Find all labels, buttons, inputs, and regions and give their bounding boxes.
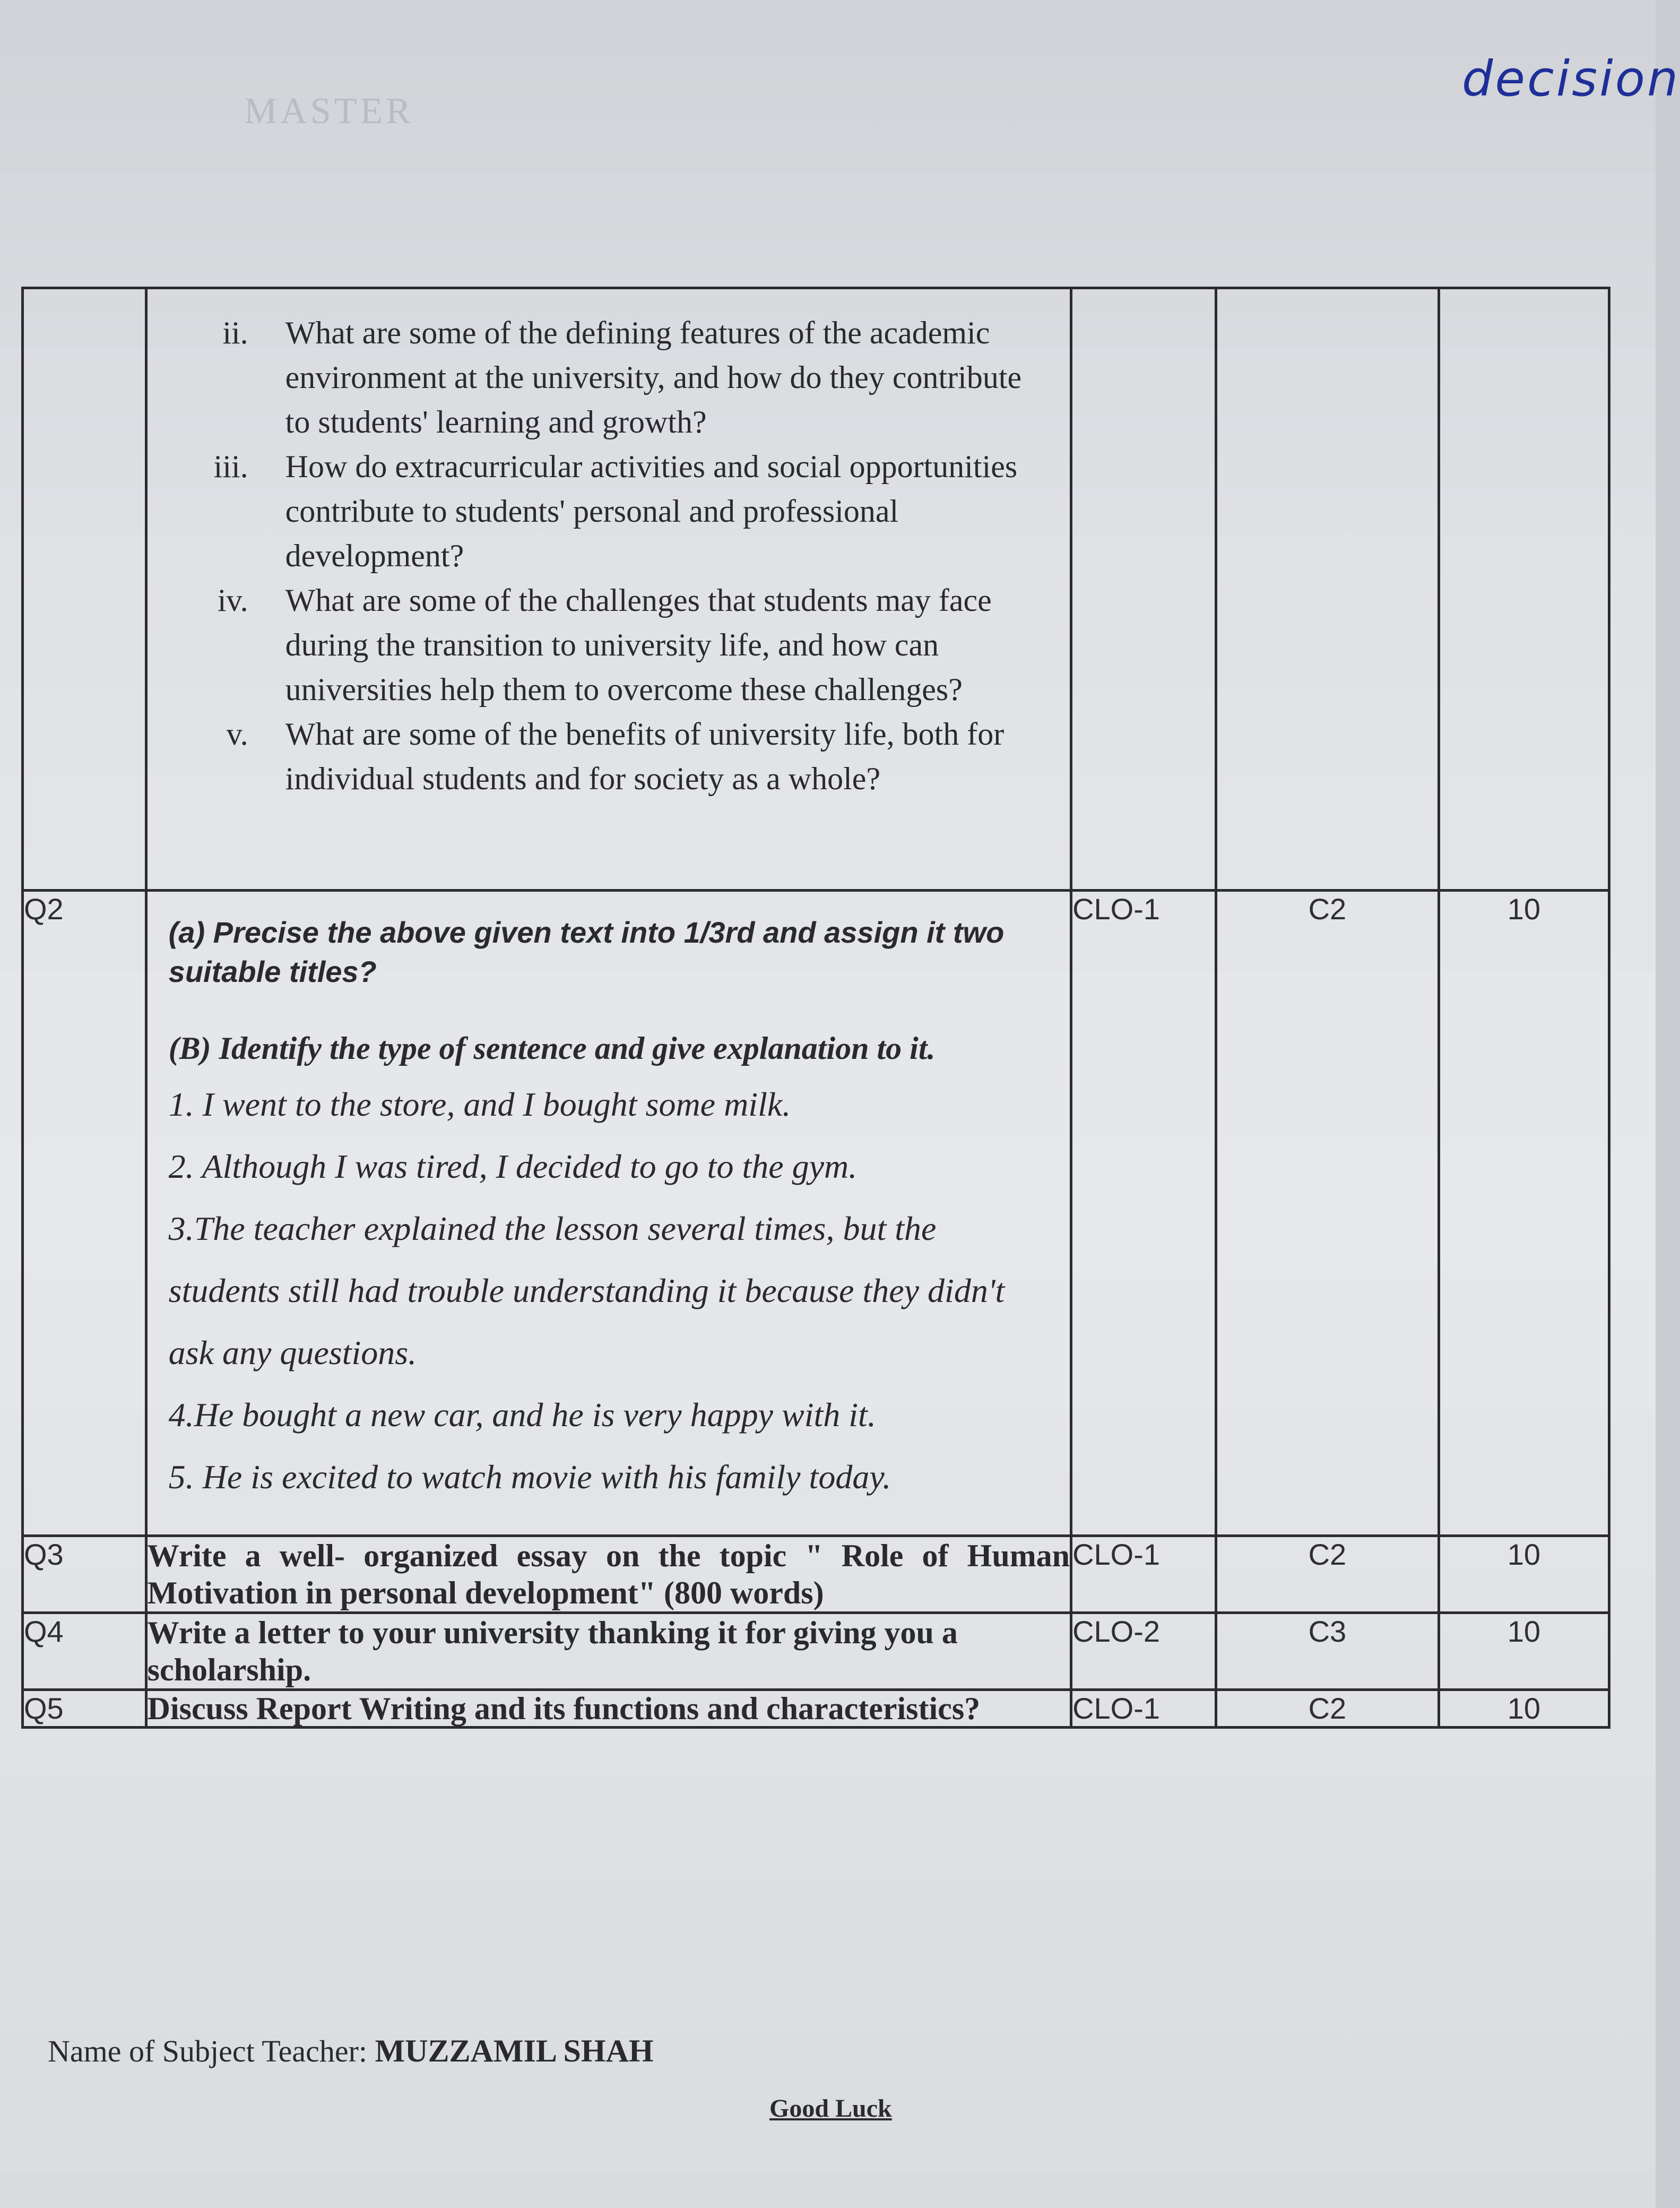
teacher-label: Name of Subject Teacher: [48, 2034, 368, 2068]
q1-subquestions-cell [146, 288, 1071, 891]
q5-clo: CLO-1 [1071, 1690, 1216, 1728]
q3-level: C2 [1216, 1536, 1439, 1613]
q2-row [23, 891, 1609, 1536]
q4-clo: CLO-2 [1071, 1613, 1216, 1690]
q5-row [23, 1690, 1609, 1728]
list-item: 5. He is excited to watch movie with his family today. [168, 1458, 891, 1496]
q4-number: Q4 [23, 1613, 146, 1690]
q3-row [23, 1536, 1609, 1613]
q2-clo: CLO-1 [1071, 891, 1216, 1536]
q5-number: Q5 [23, 1690, 146, 1728]
clo-cell [1071, 288, 1216, 891]
list-item: 3.The teacher explained the lesson several times, but the students still had trouble understanding it because they didn't ask any questions. [168, 1210, 1005, 1372]
q2-marks: 10 [1439, 891, 1609, 1536]
q5-level: C2 [1216, 1690, 1439, 1728]
q2-part-a: (a) Precise the above given text into 1/3rd and assign it two suitable titles? [168, 916, 1004, 988]
q4-row [23, 1613, 1609, 1690]
q2-sentence-list [148, 1068, 1070, 1534]
teacher-name: MUZZAMIL SHAH [375, 2033, 654, 2068]
list-item: iii. How do extracurricular activities and social opportunities contribute to students' personal and professional development? [213, 449, 1018, 573]
question-number-cell [23, 288, 146, 891]
marks-cell [1439, 288, 1609, 891]
q2-number: Q2 [23, 891, 146, 1536]
q4-question: Write a letter to your university thanking it for giving you a scholarship. [146, 1613, 1071, 1690]
q3-number: Q3 [23, 1536, 146, 1613]
list-item: iv. What are some of the challenges that students may face during the transition to university life, and how can universities help them to overcome these challenges? [217, 583, 992, 707]
subquestion-list [148, 289, 1070, 812]
q5-marks: 10 [1439, 1690, 1609, 1728]
q2-level: C2 [1216, 891, 1439, 1536]
list-item: ii. What are some of the defining features of the academic environment at the university, and how do they contribute to students' learning and growth? [222, 315, 1022, 439]
handwritten-note: decision [1462, 50, 1680, 107]
level-cell [1216, 288, 1439, 891]
good-luck: Good Luck [769, 2094, 892, 2123]
q4-marks: 10 [1439, 1613, 1609, 1690]
q2-part-b: (B) Identify the type of sentence and give explanation to it. [168, 1031, 936, 1066]
question-table [21, 287, 1610, 1729]
teacher-line [48, 2033, 654, 2069]
list-item: v. What are some of the benefits of university life, both for individual students and for society as a whole? [226, 717, 1004, 796]
q5-question: Discuss Report Writing and its functions and characteristics? [146, 1690, 1071, 1728]
list-item: 2. Although I was tired, I decided to go to the gym. [168, 1148, 858, 1185]
faint-header: MASTER [244, 91, 414, 132]
q3-question: Write a well- organized essay on the topic " Role of Human Motivation in personal development" (800 words) [146, 1536, 1071, 1613]
q3-marks: 10 [1439, 1536, 1609, 1613]
q3-clo: CLO-1 [1071, 1536, 1216, 1613]
q1-continued-row [23, 288, 1609, 891]
list-item: 1. I went to the store, and I bought some milk. [168, 1085, 791, 1123]
q4-level: C3 [1216, 1613, 1439, 1690]
q2-question-cell [146, 891, 1071, 1536]
list-item: 4.He bought a new car, and he is very happy with it. [168, 1396, 876, 1434]
